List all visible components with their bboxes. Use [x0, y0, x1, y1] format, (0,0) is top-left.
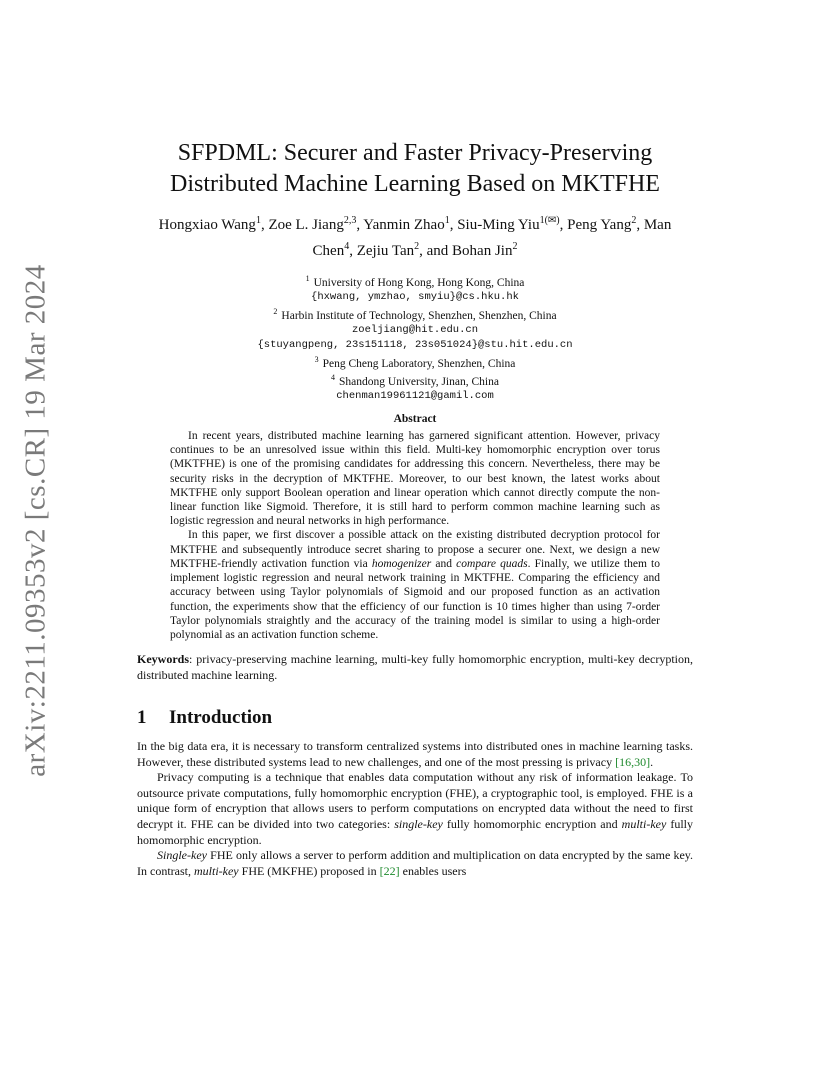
- abstract-paragraph-1: In recent years, distributed machine learning has garnered significant attention. However, privacy continues to be an unresolved issue within this field. Multi-key homomorphic encryption over torus (MKTFHE) is one of the promising candidates for addressing this concern. Nevertheless, there may be security risks in the decryption of MKTFHE. Moreover, to our best known, the latest works about MKTFHE only support Boolean operation and linear operation which cannot directly compute the non-linear function like Sigmoid. Therefore, it is still hard to perform common machine learning such as logistic regression and neural networks in high performance.: [170, 430, 660, 528]
- author: Zejiu Tan$^2$: [356, 241, 420, 259]
- author: Man Chen$^4$: [312, 217, 672, 259]
- affiliations: [137, 272, 693, 404]
- author-list: Hongxiao Wang$^1$, Zoe L. Jiang$^{2,3}$, Yanmin Zhao$^1$, Siu-Ming Yiu$^{1(✉)}$, Peng Yang$^2$, Man Chen$^4$, Zejiu Tan$^2$, and Bohan Jin$^2$: [158, 215, 672, 259]
- arxiv-side-stamp: [16, 263, 56, 777]
- section-heading-introduction: [137, 707, 693, 729]
- title-line-2: Distributed Machine Learning Based on MKTFHE: [170, 171, 660, 197]
- author: Bohan Jin$^2$: [452, 241, 518, 259]
- author: Zoe L. Jiang$^{2,3}$: [268, 215, 357, 233]
- section-title: Introduction: [169, 707, 273, 729]
- author: Peng Yang$^2$: [567, 215, 637, 233]
- abstract-heading: Abstract: [393, 413, 437, 426]
- affiliation-2-email-students: {stuyangpeng, 23s151118, 23s051024}@stu.hit.edu.cn: [257, 339, 573, 352]
- intro-paragraph-1: In the big data era, it is necessary to transform centralized systems into distributed ones in machine learning tasks. However, these distributed systems lead to new challenges, and one of the most pressing is privacy [16,30].: [137, 739, 693, 769]
- author: Yanmin Zhao$^1$: [363, 215, 450, 233]
- paper-title: [137, 138, 693, 200]
- keywords-label: Keywords: [137, 652, 189, 667]
- affiliation-4: $^4$ Shandong University, Jinan, China: [331, 373, 499, 388]
- title-line-1: SFPDML: Securer and Faster Privacy-Preserving: [177, 140, 653, 166]
- affiliation-2: $^2$ Harbin Institute of Technology, Shenzhen, Shenzhen, China: [273, 307, 557, 322]
- affiliation-3: $^3$ Peng Cheng Laboratory, Shenzhen, China: [314, 354, 516, 370]
- paper-content: [137, 138, 693, 879]
- affiliation-4-email: chenman19961121@gamil.com: [336, 390, 494, 403]
- arxiv-identifier: arXiv:2211.09353v2 [cs.CR] 19 Mar 2024: [19, 263, 52, 777]
- author: Hongxiao Wang$^1$: [158, 215, 261, 233]
- abstract-paragraph-2: In this paper, we first discover a possible attack on the existing distributed decryption protocol for MKTFHE and subsequently introduce secret sharing to propose a securer one. Next, we design a new MKTFHE-friendly activation function via homogenizer and compare quads. Finally, we utilize them to implement logistic regression and neural network training in MKTFHE. Comparing the efficiency and accuracy between using Taylor polynomials of Sigmoid and our proposed function as an activation function, the experiments show that the efficiency of our function is 10 times higher than using 7-order Taylor polynomials straightly and the accuracy of the training model is similar to using a high-order polynomial as an activation function scheme.: [170, 529, 660, 641]
- affiliation-2-email: zoeljiang@hit.edu.cn: [351, 324, 479, 337]
- affiliation-1-email: {hxwang, ymzhao, smyiu}@cs.hku.hk: [311, 291, 519, 304]
- citation-link[interactable]: [22]: [379, 863, 400, 878]
- keywords-text: : privacy-preserving machine learning, multi-key fully homomorphic encryption, multi-key decryption, distributed machine learning.: [137, 652, 693, 682]
- abstract-body: [170, 429, 660, 642]
- affiliation-1: $^1$ University of Hong Kong, Hong Kong, China: [305, 274, 525, 289]
- intro-paragraph-2: Privacy computing is a technique that enables data computation without any risk of information leakage. To outsource private computations, fully homomorphic encryption (FHE), a cryptographic tool, is employed. FHE is a unique form of encryption that allows users to perform computations on encrypted data without the need to first decrypt it. FHE can be divided into two categories: single-key fully homomorphic encryption and multi-key fully homomorphic encryption.: [137, 770, 694, 847]
- author: Siu-Ming Yiu$^{1(✉)}$: [457, 215, 560, 233]
- section-number: 1: [137, 707, 147, 729]
- intro-paragraph-3: Single-key FHE only allows a server to perform addition and multiplication on data encrypted by the same key. In contrast, multi-key FHE (MKFHE) proposed in [22] enables users: [137, 848, 693, 878]
- citation-link[interactable]: [16,30]: [615, 754, 651, 769]
- keywords: [137, 652, 693, 683]
- introduction-body: [137, 739, 693, 879]
